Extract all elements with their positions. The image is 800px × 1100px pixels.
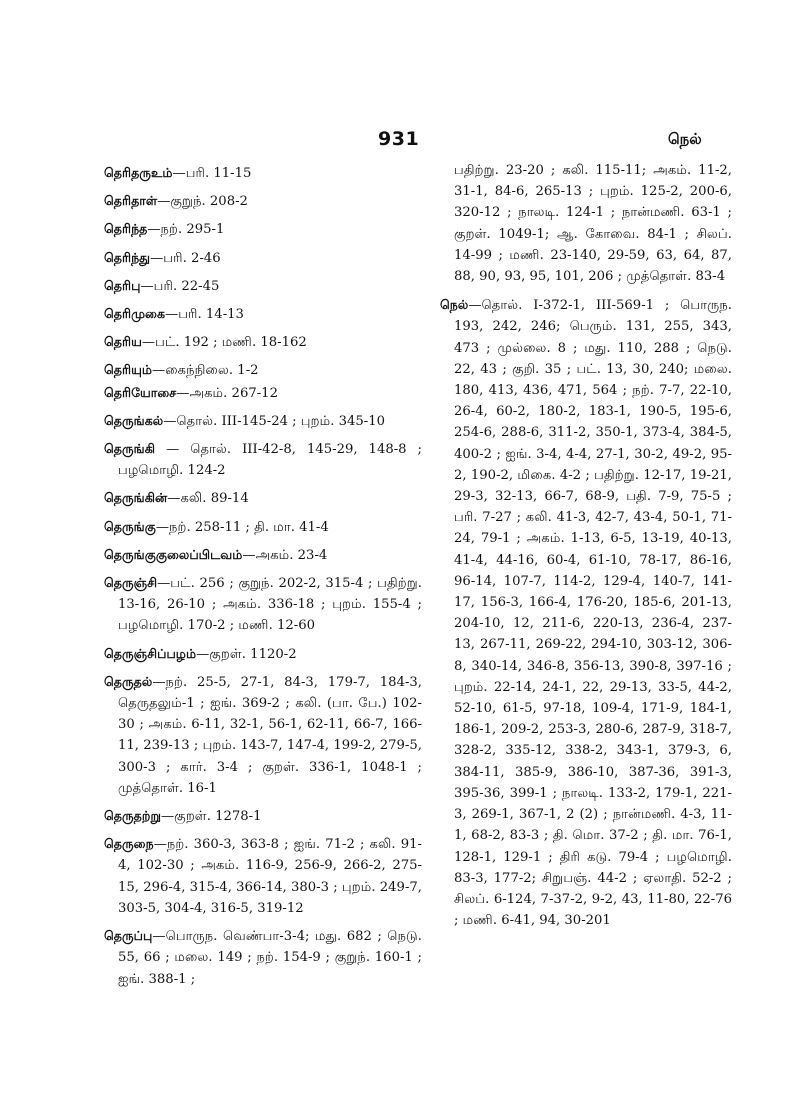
headword: தெரியோசை (104, 384, 177, 400)
headword: தெருங்கு (104, 518, 156, 534)
index-entry (104, 382, 422, 404)
index-entry (104, 218, 422, 240)
headword: தெரிந்த (104, 221, 148, 237)
headword: தெரிய (104, 334, 142, 350)
references: —குறள். 1120-2 (196, 646, 297, 662)
references: —அகம். 23-4 (242, 547, 328, 563)
references: —நற். 360-3, 363-8 ; ஐங். 71-2 ; கலி. 91-4, 102-30 ; அகம். 116-9, 256-9, 266-2, 275-15, 296-4, 315-4, 366-14, 380-3 ; புறம். 249-7, 303-5, 304-4, 316-5, 319-12 (118, 837, 422, 916)
index-entry (104, 544, 422, 566)
left-column (104, 162, 422, 996)
references: —பரி. 11-15 (172, 166, 252, 181)
index-entry (104, 162, 422, 184)
index-entry (104, 925, 422, 990)
index-entry (104, 438, 422, 481)
references: — தொல். III-42-8, 145-29, 148-8 ; பழமொழி. 124-2 (118, 442, 422, 479)
references: —பட். 192 ; மணி. 18-162 (141, 335, 307, 351)
index-entry (104, 331, 422, 353)
references: —பட். 256 ; குறுந். 202-2, 315-4 ; பதிற்று. 13-16, 26-10 ; அகம். 336-18 ; புறம். 155-4 ; பழமொழி. 170-2 ; மணி. 12-60 (118, 576, 422, 634)
right-column (440, 160, 732, 938)
references: —பரி. 14-13 (165, 307, 244, 323)
index-entry (104, 303, 422, 325)
headword: தெருதற்று (104, 808, 161, 824)
headword: தெரிந்து (104, 249, 151, 265)
references: —பொருந. வெண்பா-3-4; மது. 682 ; நெடு. 55, 66 ; மலை. 149 ; நற். 154-9 ; குறுந். 160-1 ; ஐங். 388-1 ; (118, 929, 422, 987)
headword: தெருங்கி (104, 441, 156, 457)
headword: தெருங்கின் (104, 490, 168, 506)
index-entry (104, 643, 422, 665)
references: —நற். 25-5, 27-1, 84-3, 179-7, 184-3, தெருதலும்-1 ; ஐங். 369-2 ; கலி. (பா. பே.) 102-30 ; அகம். 6-11, 32-1, 56-1, 62-11, 66-7, 166-11, 239-13 ; புறம். 143-7, 147-4, 199-2, 279-5, 300-3 ; கார். 3-4 ; குறள். 336-1, 1048-1 ; முத்தொள். 16-1 (118, 674, 422, 796)
headword: தெருஞ்சி (104, 575, 158, 591)
headword: தெருஞ்சிப்பழம் (104, 645, 197, 661)
index-entry (104, 671, 422, 799)
page-number: 931 (378, 128, 420, 150)
references: —குறள். 1278-1 (160, 809, 262, 825)
references: —கைந்நிலை. 1-2 (152, 363, 259, 379)
index-entry (104, 805, 422, 827)
headword: தெருதல் (104, 673, 153, 689)
references: —அகம். 267-12 (176, 385, 278, 401)
headword: தெரியும் (104, 362, 153, 378)
references: —தொல். III-145-24 ; புறம். 345-10 (163, 413, 385, 429)
references: —தொல். I-372-1, III-569-1 ; பொருந. 193, 242, 246; பெரும். 131, 255, 343, 473 ; முல்லை. 8 ; மது. 110, 288 ; நெடு. 22, 43 ; குறி. 35 ; பட். 13, 30, 240; மலை. 180, 413, 436, 471, 564 ; நற். 7-7, 22-10, 26-4, 60-2, 180-2, 183-1, 190-5, 195-6, 254-6, 288-6, 311-2, 350-1, 373-4, 384-5, 400-2 ; ஐங். 3-4, 4-4, 27-1, 30-2, 49-2, 95-2, 190-2, மிகை. 4-2 ; பதிற்று. 12-17, 19-21, 29-3, 32-13, 66-7, 68-9, பதி. 7-9, 75-5 ; பரி. 7-27 ; கலி. 41-3, 42-7, 43-4, 50-1, 71-24, 79-1 ; அகம். 1-13, 6-5, 13-19, 40-13, 41-4, 44-16, 60-4, 61-10, 78-17, 86-16, 96-14, 107-7, 114-2, 129-4, 140-7, 141-17, 156-3, 166-4, 176-20, 185-6, 201-13, 204-10, 12, 211-6, 220-13, 236-4, 237-13, 267-11, 269-22, 294-10, 303-12, 306-8, 340-14, 346-8, 356-13, 390-8, 397-16 ; புறம். 22-14, 24-1, 22, 29-13, 33-5, 44-2, 52-10, 61-5, 97-18, 109-4, 171-9, 184-1, 186-1, 209-2, 253-3, 280-6, 287-9, 318-7, 328-2, 335-12, 338-2, 343-1, 379-3, 6, 384-11, 385-9, 386-10, 387-36, 391-3, 395-36, 399-1 ; நாலடி. 133-2, 179-1, 221-3, 269-1, 367-1, 2 (2) ; நான்மணி. 4-3, 11-1, 68-2, 83-3 ; தி. மொ. 37-2 ; தி. மா. 76-1, 128-1, 129-1 ; திரி கடு. 79-4 ; பழமொழி. 83-3, 177-2; சிறுபஞ். 44-2 ; ஏலாதி. 52-2 ; சிலப். 6-124, 7-37-2, 9-2, 43, 11-80, 22-76 ; மணி. 6-41, 94, 30-201 (454, 298, 732, 929)
index-entry (104, 516, 422, 538)
references: —குறுந். 208-2 (157, 194, 248, 210)
running-head: நெல் (668, 130, 702, 148)
index-entry (104, 833, 422, 919)
references: —நற். 295-1 (147, 222, 225, 238)
index-entry (440, 294, 732, 931)
index-entry (104, 247, 422, 269)
references: —பரி. 2-46 (150, 250, 221, 266)
index-entry (104, 190, 422, 212)
headword: தெரிதருஉம் (104, 165, 173, 180)
references: —பரி. 22-45 (140, 278, 220, 294)
headword: தெரிதாள் (104, 193, 158, 209)
continued-references: பதிற்று. 23-20 ; கலி. 115-11; அகம். 11-2, 31-1, 84-6, 265-13 ; புறம். 125-2, 200-6, 320-12 ; நாலடி. 124-1 ; நான்மணி. 63-1 ; குறள். 1049-1; ஆ. கோவை. 84-1 ; சிலப். 14-99 ; மணி. 23-140, 29-59, 63, 64, 87, 88, 90, 93, 95, 101, 206 ; முத்தொள். 83-4 (454, 163, 732, 285)
index-entry (104, 359, 422, 381)
references: —நற். 258-11 ; தி. மா. 41-4 (155, 519, 329, 535)
index-entry (104, 275, 422, 297)
headword: தெருங்குகுலைப்பிடவம் (104, 546, 243, 562)
headword: நெல் (440, 297, 469, 313)
references: —கலி. 89-14 (167, 491, 249, 507)
index-entry (104, 410, 422, 432)
headword: தெருப்பு (104, 928, 153, 944)
headword: தெரிபு (104, 277, 141, 293)
index-entry (104, 487, 422, 509)
headword: தெருநை (104, 836, 154, 852)
headword: தெருங்கல் (104, 412, 164, 428)
headword: தெரிமுகை (104, 306, 166, 322)
index-entry (104, 572, 422, 637)
